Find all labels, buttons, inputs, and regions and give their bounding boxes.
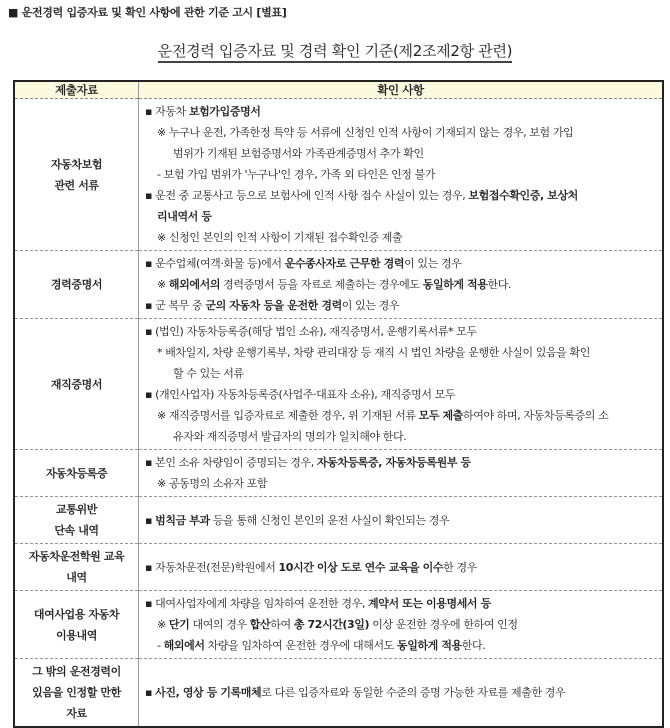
row-category bbox=[14, 544, 139, 591]
detail-text: 한 경우 bbox=[443, 560, 477, 574]
detail-text: ※ bbox=[157, 618, 169, 631]
detail-text: ▪ (법인) 자동차등록증(해당 법인 소유), 재직증명서, 운행기록서류* 모두 bbox=[145, 325, 477, 338]
row-category bbox=[14, 450, 139, 497]
detail-text: 합산 bbox=[249, 618, 271, 631]
detail-text: 하여야 하며, 자동차등록증의 소 bbox=[463, 409, 609, 422]
row-details bbox=[139, 99, 664, 251]
row-details bbox=[139, 591, 664, 659]
detail-text: 이상 운전한 경우에 한하여 인정 bbox=[369, 618, 518, 631]
category-line: 이용내역 bbox=[56, 628, 97, 642]
row-category bbox=[14, 659, 139, 728]
detail-line bbox=[143, 557, 658, 578]
row-category bbox=[14, 99, 139, 251]
detail-text: 동일하게 적용 bbox=[422, 278, 488, 291]
detail-line bbox=[143, 473, 658, 494]
category-line: 그 밖의 운전경력이 bbox=[32, 665, 121, 678]
detail-line bbox=[143, 593, 658, 614]
table-body bbox=[14, 99, 663, 728]
detail-text: 단기 bbox=[168, 618, 190, 631]
detail-text: 한다. bbox=[461, 639, 486, 652]
detail-text: 대여의 경우 bbox=[189, 618, 250, 631]
detail-text: 한다. bbox=[487, 278, 512, 291]
detail-line bbox=[143, 274, 658, 295]
detail-line bbox=[143, 185, 658, 206]
detail-line bbox=[143, 510, 658, 531]
row-category bbox=[14, 497, 139, 544]
detail-text: 등을 통해 신청인 본인의 운전 사실이 확인되는 경우 bbox=[209, 513, 450, 527]
detail-text: 경력증명서 등을 자료로 제출하는 경우에도 bbox=[220, 278, 423, 291]
row-category bbox=[14, 251, 139, 319]
detail-text: ▪ bbox=[145, 513, 156, 527]
detail-text: ※ 누구나 운전, 가족한정 특약 등 서류에 신청인 인적 사항이 기재되지 않는 경우, 보험 가입 bbox=[157, 126, 574, 139]
table-row bbox=[14, 544, 663, 591]
detail-line bbox=[143, 635, 658, 656]
detail-text: ▪ 대여사업자에게 차량을 임차하여 운전한 경우, bbox=[145, 597, 369, 610]
category-line: 내역 bbox=[66, 571, 87, 584]
detail-text: ▪ 본인 소유 차량임이 증명되는 경우, bbox=[145, 456, 317, 469]
row-details bbox=[139, 450, 664, 497]
row-category bbox=[14, 319, 139, 450]
table-row bbox=[14, 659, 663, 728]
category-line: 경력증명서 bbox=[50, 278, 103, 291]
detail-text: ▪ 자동차 bbox=[145, 105, 189, 118]
detail-line bbox=[143, 321, 658, 342]
table-header-row bbox=[14, 81, 663, 99]
table-row bbox=[14, 251, 663, 319]
row-details bbox=[139, 659, 664, 728]
detail-line bbox=[143, 426, 658, 447]
row-details bbox=[139, 251, 664, 319]
detail-line bbox=[143, 164, 658, 185]
category-line: 자료 bbox=[66, 707, 87, 720]
detail-text: 로 다른 입증자료와 동일한 수준의 증명 가능한 자료를 제출한 경우 bbox=[261, 686, 566, 699]
detail-line bbox=[143, 682, 658, 703]
detail-text: 유자와 재직증명서 발급자의 명의가 일치해야 한다. bbox=[173, 430, 407, 443]
detail-text: 범칙금 부과 bbox=[155, 513, 210, 527]
detail-line bbox=[143, 122, 658, 143]
document-title-wrap bbox=[0, 40, 670, 61]
header-check-items: 확인 사항 bbox=[139, 81, 664, 99]
detail-text: 범위가 기재된 보험증명서와 가족관계증명서 추가 확인 bbox=[173, 147, 424, 160]
detail-line bbox=[143, 405, 658, 426]
row-details bbox=[139, 497, 664, 544]
category-line: 대여사업용 자동차 bbox=[33, 607, 120, 621]
row-category bbox=[14, 591, 139, 659]
category-line: 자동차운전학원 교육 bbox=[28, 550, 125, 563]
detail-line bbox=[143, 206, 658, 227]
detail-line bbox=[143, 295, 658, 316]
detail-text: 운수종사자로 근무한 경력 bbox=[284, 257, 405, 270]
detail-line bbox=[143, 614, 658, 635]
detail-line bbox=[143, 384, 658, 405]
detail-line bbox=[143, 363, 658, 384]
detail-text: ※ bbox=[157, 278, 169, 291]
detail-text: ▪ 군 복무 중 bbox=[145, 299, 206, 312]
table-row bbox=[14, 591, 663, 659]
row-details bbox=[139, 319, 664, 450]
category-line: 자동차등록증 bbox=[45, 466, 108, 480]
detail-text: * 배차일지, 차량 운행기록부, 차량 관리대장 등 재직 시 법인 차량을 운행한 사실이 있음을 확인 bbox=[157, 346, 591, 359]
table-row bbox=[14, 450, 663, 497]
detail-text: 해외에서 bbox=[163, 639, 205, 652]
detail-line bbox=[143, 101, 658, 122]
detail-text: 차량을 임차하여 운전한 경우에 대해서도 bbox=[204, 639, 397, 652]
detail-line bbox=[143, 452, 658, 473]
table-row bbox=[14, 319, 663, 450]
criteria-table bbox=[13, 80, 664, 728]
detail-text: 총 72시간(3일) bbox=[293, 618, 370, 631]
category-line: 재직증명서 bbox=[50, 377, 103, 391]
detail-text: 모두 제출 bbox=[418, 409, 464, 422]
detail-text: 해외에서의 bbox=[168, 278, 221, 291]
document-top-note: ■ 운전경력 입증자료 및 확인 사항에 관한 기준 고시 [별표] bbox=[8, 6, 287, 19]
detail-text: ▪ 운전 중 교통사고 등으로 보험사에 인적 사항 접수 사실이 있는 경우, bbox=[145, 189, 469, 202]
detail-line bbox=[143, 143, 658, 164]
category-line: 관련 서류 bbox=[54, 178, 99, 192]
detail-text: 리내역서 등 bbox=[157, 210, 212, 223]
detail-line bbox=[143, 227, 658, 248]
detail-text: ※ 공동명의 소유자 포함 bbox=[157, 477, 268, 490]
detail-text: 사진, 영상 등 기록매체 bbox=[155, 686, 262, 699]
detail-text: 하여 bbox=[270, 618, 294, 631]
category-line: 교통위반 bbox=[56, 503, 97, 516]
detail-text: ※ 신청인 본인의 인적 사항이 기재된 접수확인증 제출 bbox=[157, 231, 403, 244]
detail-text: ▪ bbox=[145, 686, 156, 699]
header-submitted-docs: 제출자료 bbox=[14, 81, 139, 99]
detail-text: - 보험 가입 범위가 '누구나'인 경우, 가족 외 타인은 인정 불가 bbox=[157, 168, 436, 181]
detail-text: 동일하게 적용 bbox=[397, 639, 462, 652]
detail-text: 할 수 있는 서류 bbox=[173, 367, 244, 380]
category-line: 자동차보험 bbox=[50, 157, 103, 171]
row-details bbox=[139, 544, 664, 591]
table-row bbox=[14, 99, 663, 251]
detail-text: 군의 자동차 등을 운전한 경력 bbox=[205, 299, 342, 312]
detail-text: 이 있는 경우 bbox=[341, 299, 400, 312]
detail-text: 보험가입증명서 bbox=[188, 105, 261, 118]
table-row bbox=[14, 497, 663, 544]
detail-text: 10시간 이상 도로 연수 교육을 이수 bbox=[278, 560, 444, 574]
detail-text: 이 있는 경우 bbox=[404, 257, 462, 270]
document-title: 운전경력 입증자료 및 경력 확인 기준(제2조제2항 관련) bbox=[158, 42, 512, 63]
detail-text: ※ 재직증명서를 입증자료로 제출한 경우, 위 기재된 서류 bbox=[157, 409, 419, 422]
detail-text: - bbox=[157, 639, 164, 652]
category-line: 단속 내역 bbox=[54, 524, 99, 537]
detail-text: 계약서 또는 이용명세서 등 bbox=[368, 597, 491, 610]
category-line: 있음을 인정할 만한 bbox=[32, 686, 121, 699]
detail-text: ▪ (개인사업자) 자동차등록증(사업주·대표자 소유), 재직증명서 모두 bbox=[145, 388, 456, 401]
detail-line bbox=[143, 342, 658, 363]
detail-line bbox=[143, 253, 658, 274]
detail-text: ▪ 운수업체(여객·화물 등)에서 bbox=[145, 257, 285, 270]
detail-text: ▪ 자동차운전(전문)학원에서 bbox=[145, 560, 279, 574]
detail-text: 보험접수확인증, 보상처 bbox=[468, 189, 578, 202]
detail-text: 자동차등록증, 자동차등록원부 등 bbox=[316, 456, 471, 469]
